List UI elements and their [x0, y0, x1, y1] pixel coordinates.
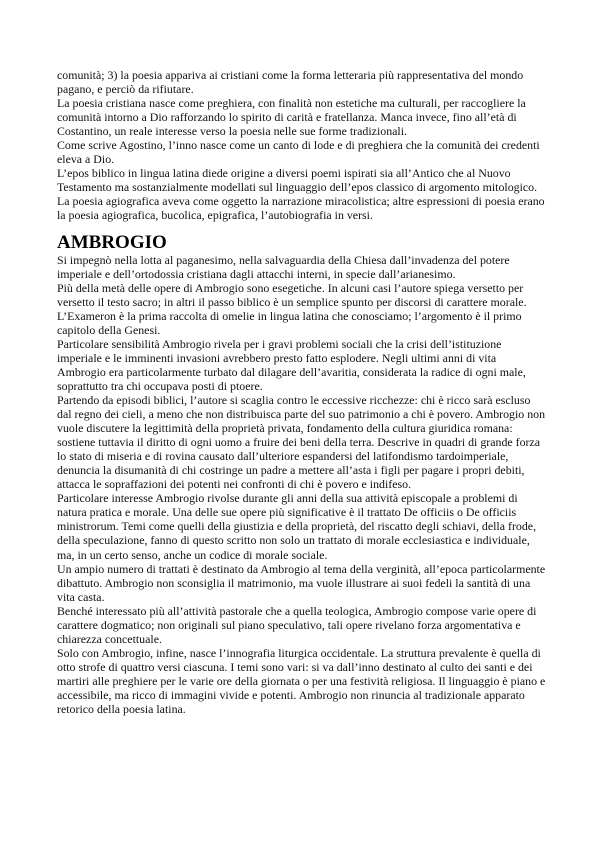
intro-paragraph: comunità; 3) la poesia appariva ai cristiani come la forma letteraria più rappresentativa del mondo pagano, e perciò da rifiutare. [57, 68, 524, 97]
intro-text [57, 68, 547, 223]
section-paragraph: Particolare interesse Ambrogio rivolse durante gli anni della sua attività episcopale a problemi di natura pratica e morale. Una delle sue opere più significative è il trattato De officiis o De officiis ministrorum. Temi come quelli della giustizia e della proprietà, del riscatto degli schiavi, della frode, della speculazione, fanno di questo scritto non solo un trattato di morale ecclesiastica e individuale, ma, in un certo senso, anche un codice di morale sociale. [57, 491, 537, 562]
section-heading: AMBROGIO [57, 231, 167, 253]
section-paragraph: L’Exameron è la prima raccolta di omelie in lingua latina che conosciamo; l’argomento è il primo capitolo della Genesi. [57, 308, 522, 337]
section-paragraph: Un ampio numero di trattati è destinato da Ambrogio al tema della verginità, all’epoca particolarmente dibattuto. Ambrogio non sconsiglia il matrimonio, ma vuole illustrare ai suoi fedeli la santità di una vita casta. [57, 561, 546, 604]
intro-paragraph: L’epos biblico in lingua latina diede origine a diversi poemi ispirati sia all’Antico che al Nuovo Testamento ma sostanzialmente modellati sul linguaggio dell’epos classico di argomento mitologico. [57, 166, 538, 195]
intro-paragraph: La poesia cristiana nasce come preghiera, con finalità non estetiche ma culturali, per raccogliere la comunità intorno a Dio rafforzando lo spirito di carità e fratellanza. Manca invece, fino all’età di Costantino, un reale interesse verso la poesia nelle sue forme tradizionali. [57, 96, 526, 139]
section-paragraph: Particolare sensibilità Ambrogio rivela per i gravi problemi sociali che la crisi dell’istituzione imperiale e le imminenti invasioni avrebbero presto fatto esplodere. Negli ultimi anni di vita Ambrogio era particolarmente turbato dal dilagare dell’avaritia, considerata la radice di ogni male, soprattutto tra chi occupava posti di ptoere. [57, 336, 526, 393]
section-paragraph: Più della metà delle opere di Ambrogio sono esegetiche. In alcuni casi l’autore spiega versetto per versetto il testo sacro; in altri il passo biblico è un semplice spunto per discorsi di carattere morale. [57, 280, 527, 309]
section-paragraph: Si impegnò nella lotta al paganesimo, nella salvaguardia della Chiesa dall’invadenza del potere imperiale e dell’ortodossia cristiana dagli attacchi interni, in specie dall’arianesimo. [57, 252, 510, 281]
intro-paragraph: La poesia agiografica aveva come oggetto la narrazione miracolistica; altre espressioni di poesia erano la poesia agiografica, bucolica, epigrafica, l’autobiografia in versi. [57, 194, 545, 223]
document-page [57, 68, 547, 716]
section-body [57, 253, 547, 717]
intro-paragraph: Come scrive Agostino, l’inno nasce come un canto di lode e di preghiera che la comunità dei credenti eleva a Dio. [57, 138, 540, 167]
section-paragraph: Solo con Ambrogio, infine, nasce l’innografia liturgica occidentale. La struttura prevalente è quella di otto strofe di quattro versi ciascuna. I temi sono vari: si va dall’inno destinato al culto dei santi e dei martiri alle preghiere per le varie ore della giornata o per una festività religiosa. Il linguaggio è piano e accessibile, ma ricco di immagini vivide e potenti. Ambrogio non rinuncia al tradizionale apparato retorico della poesia latina. [57, 645, 546, 717]
section-paragraph: Partendo da episodi biblici, l’autore si scaglia contro le eccessive ricchezze: chi è ricco sarà escluso dal regno dei cieli, a meno che non distribuisca parte del suo patrimonio a chi è povero. Ambrogio non vuole discutere la legittimità della proprietà privata, fondamento della cultura giuridica romana: sostiene tuttavia il diritto di ogni uomo a fruire dei beni della terra. Descrive in quadri di grande forza lo stato di miseria e di rovina causato dall’ulteriore espandersi del latifondismo tardoimperiale, denuncia la disumanità di chi costringe un padre a mettere all’asta i figli per pagare i propri debiti, attacca le sopraffazioni dei potenti nei confronti di chi è povero e indifeso. [57, 392, 546, 492]
section-paragraph: Benché interessato più all’attività pastorale che a quella teologica, Ambrogio compose varie opere di carattere dogmatico; non originali sul piano speculativo, tali opere rivelano forza argomentativa e chiarezza concettuale. [57, 603, 537, 646]
